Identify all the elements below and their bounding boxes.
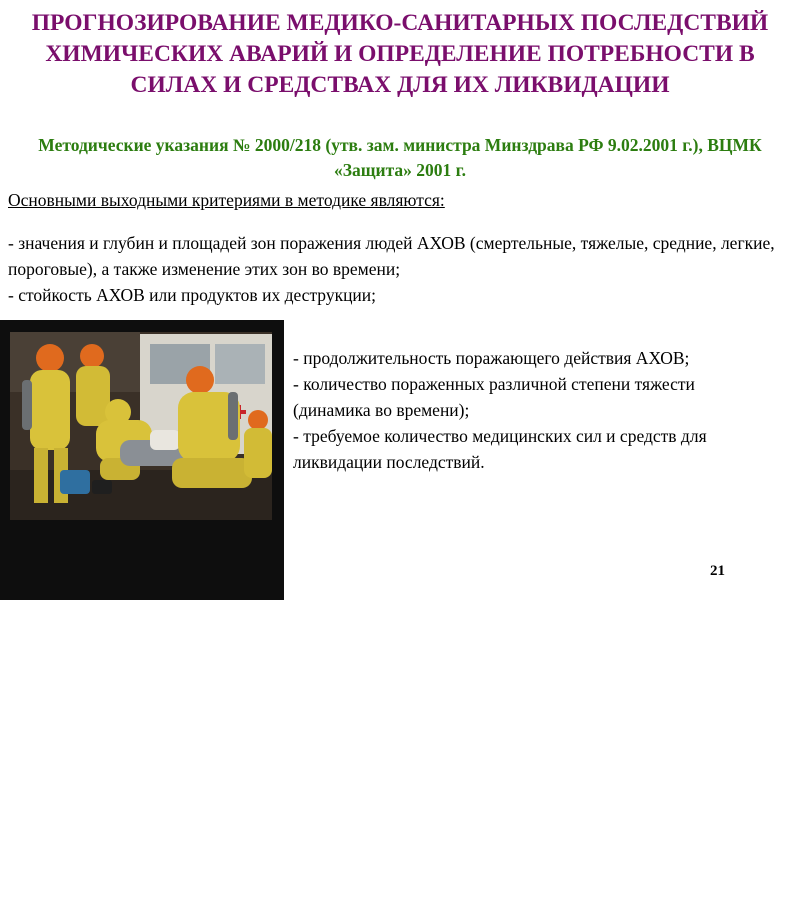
rescue-photo-illustration: [0, 320, 284, 600]
page-number: 21: [710, 563, 725, 579]
right-criteria-list: [293, 345, 773, 475]
book-cover-title: ЭКСПРЕСС-ОЦЕНКА: [42, 841, 242, 861]
criteria-item: - продолжительность поражающего действия АХОВ;: [293, 348, 690, 368]
slide-title: ПРОГНОЗИРОВАНИЕ МЕДИКО-САНИТАРНЫХ ПОСЛЕДСТВИЙ ХИМИЧЕСКИХ АВАРИЙ И ОПРЕДЕЛЕНИЕ ПОТРЕБНОСТИ В СИЛАХ И СРЕДСТВАХ ДЛЯ ИХ ЛИКВИДАЦИИ: [31, 10, 769, 98]
top-criteria-list: [8, 230, 788, 308]
criteria-item: - требуемое количество медицинских сил и средств для ликвидации последствий.: [293, 426, 707, 472]
criteria-item: - значения и глубин и площадей зон поражения людей АХОВ (смертельные, тяжелые, средние, легкие, пороговые), а также изменение этих зон во времени;: [8, 233, 775, 279]
slide-subtitle: Методические указания № 2000/218 (утв. зам. министра Минздрава РФ 9.02.2001 г.), ВЦМК «Защита» 2001 г.: [38, 135, 762, 180]
intro-text: Основными выходными критериями в методике являются:: [8, 190, 445, 210]
criteria-item: - стойкость АХОВ или продуктов их деструкции;: [8, 285, 377, 305]
book-cover-image: [0, 320, 284, 904]
book-cover-subtitle-line: и средств для их ликвидации: [59, 893, 225, 904]
criteria-item: - количество пораженных различной степени тяжести (динамика во времени);: [293, 374, 695, 420]
book-cover-subtitle-line: химических аварий и необходимых сил: [32, 881, 252, 892]
book-cover-subtitle: [0, 869, 284, 905]
book-cover-subtitle-line: медико-санитарных последствий: [49, 869, 235, 880]
